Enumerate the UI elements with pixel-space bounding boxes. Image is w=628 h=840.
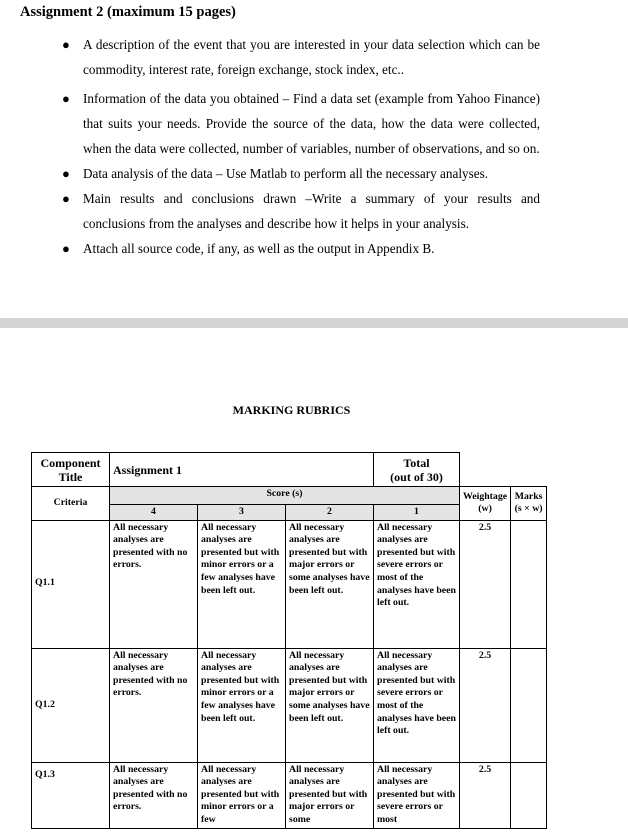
score-2-descriptor: All necessary analyses are presented but with major errors or some analyses have been left out. [286, 520, 374, 648]
marks-cell [511, 648, 547, 762]
bullet-icon: ● [62, 91, 70, 106]
total-label: Total [403, 455, 430, 470]
criterion-cell: Q1.1 [32, 520, 110, 648]
weight-cell: 2.5 [460, 648, 511, 762]
criterion-cell: Q1.3 [32, 762, 110, 828]
bullet-icon: ● [62, 191, 70, 206]
score-4-descriptor: All necessary analyses are presented with no errors. [110, 648, 198, 762]
assignment-heading: Assignment 2 (maximum 15 pages) [20, 4, 236, 20]
page-marking-rubrics [0, 328, 628, 840]
table-row [32, 762, 547, 828]
component-value: Assignment 1 [110, 453, 374, 487]
score-4-descriptor: All necessary analyses are presented with no errors. [110, 520, 198, 648]
table-row [32, 520, 547, 648]
score-3-descriptor: All necessary analyses are presented but with minor errors or a few [198, 762, 286, 828]
list-item: ● Main results and conclusions drawn –Write a summary of your results and conclusions from the analyses and describe how it helps in your analysis. [0, 186, 628, 236]
total-sub: (out of 30) [390, 469, 443, 484]
table-row [32, 453, 547, 487]
score-4-descriptor: All necessary analyses are presented with no errors. [110, 762, 198, 828]
criterion-cell: Q1.2 [32, 648, 110, 762]
criteria-label: Criteria [32, 487, 110, 521]
component-title-label: Component Title [32, 453, 110, 487]
list-item: ● Information of the data you obtained – Find a data set (example from Yahoo Finance) that suits your needs. Provide the source of the data, how the data were collected, when the data were collected, number of variables, number of observations, and so on. [0, 86, 628, 161]
score-3-descriptor: All necessary analyses are presented but with minor errors or a few analyses have been left out. [198, 520, 286, 648]
list-item: ● Data analysis of the data – Use Matlab to perform all the necessary analyses. [0, 161, 628, 186]
requirements-list [0, 32, 628, 261]
score-label: Score (s) [110, 487, 460, 505]
page-assignment-2 [0, 0, 628, 318]
total-header [374, 453, 460, 487]
list-item: ● A description of the event that you are interested in your data selection which can be commodity, interest rate, foreign exchange, stock index, etc.. [0, 32, 628, 82]
weight-cell: 2.5 [460, 520, 511, 648]
score-1-descriptor: All necessary analyses are presented but with severe errors or most of the analyses have been left out. [374, 648, 460, 762]
rubric-table [31, 452, 547, 829]
list-item: ● Attach all source code, if any, as well as the output in Appendix B. [0, 236, 628, 261]
score-1-descriptor: All necessary analyses are presented but with severe errors or most [374, 762, 460, 828]
score-level-4: 4 [110, 505, 198, 521]
weight-cell: 2.5 [460, 762, 511, 828]
weightage-label: Weightage (w) [460, 487, 511, 521]
table-row [32, 487, 547, 505]
score-level-1: 1 [374, 505, 460, 521]
marks-cell [511, 762, 547, 828]
marks-cell [511, 520, 547, 648]
marks-label: Marks (s × w) [511, 487, 547, 521]
score-2-descriptor: All necessary analyses are presented but with major errors or some analyses have been left out. [286, 648, 374, 762]
page-separator [0, 318, 628, 328]
bullet-icon: ● [62, 241, 70, 256]
bullet-icon: ● [62, 166, 70, 181]
score-1-descriptor: All necessary analyses are presented but with severe errors or most of the analyses have been left out. [374, 520, 460, 648]
score-2-descriptor: All necessary analyses are presented but with major errors or some [286, 762, 374, 828]
table-row [32, 648, 547, 762]
score-level-3: 3 [198, 505, 286, 521]
score-3-descriptor: All necessary analyses are presented but with minor errors or a few analyses have been left out. [198, 648, 286, 762]
score-level-2: 2 [286, 505, 374, 521]
bullet-icon: ● [62, 37, 70, 52]
blank-cell [460, 453, 547, 487]
rubric-title: MARKING RUBRICS [232, 403, 351, 417]
